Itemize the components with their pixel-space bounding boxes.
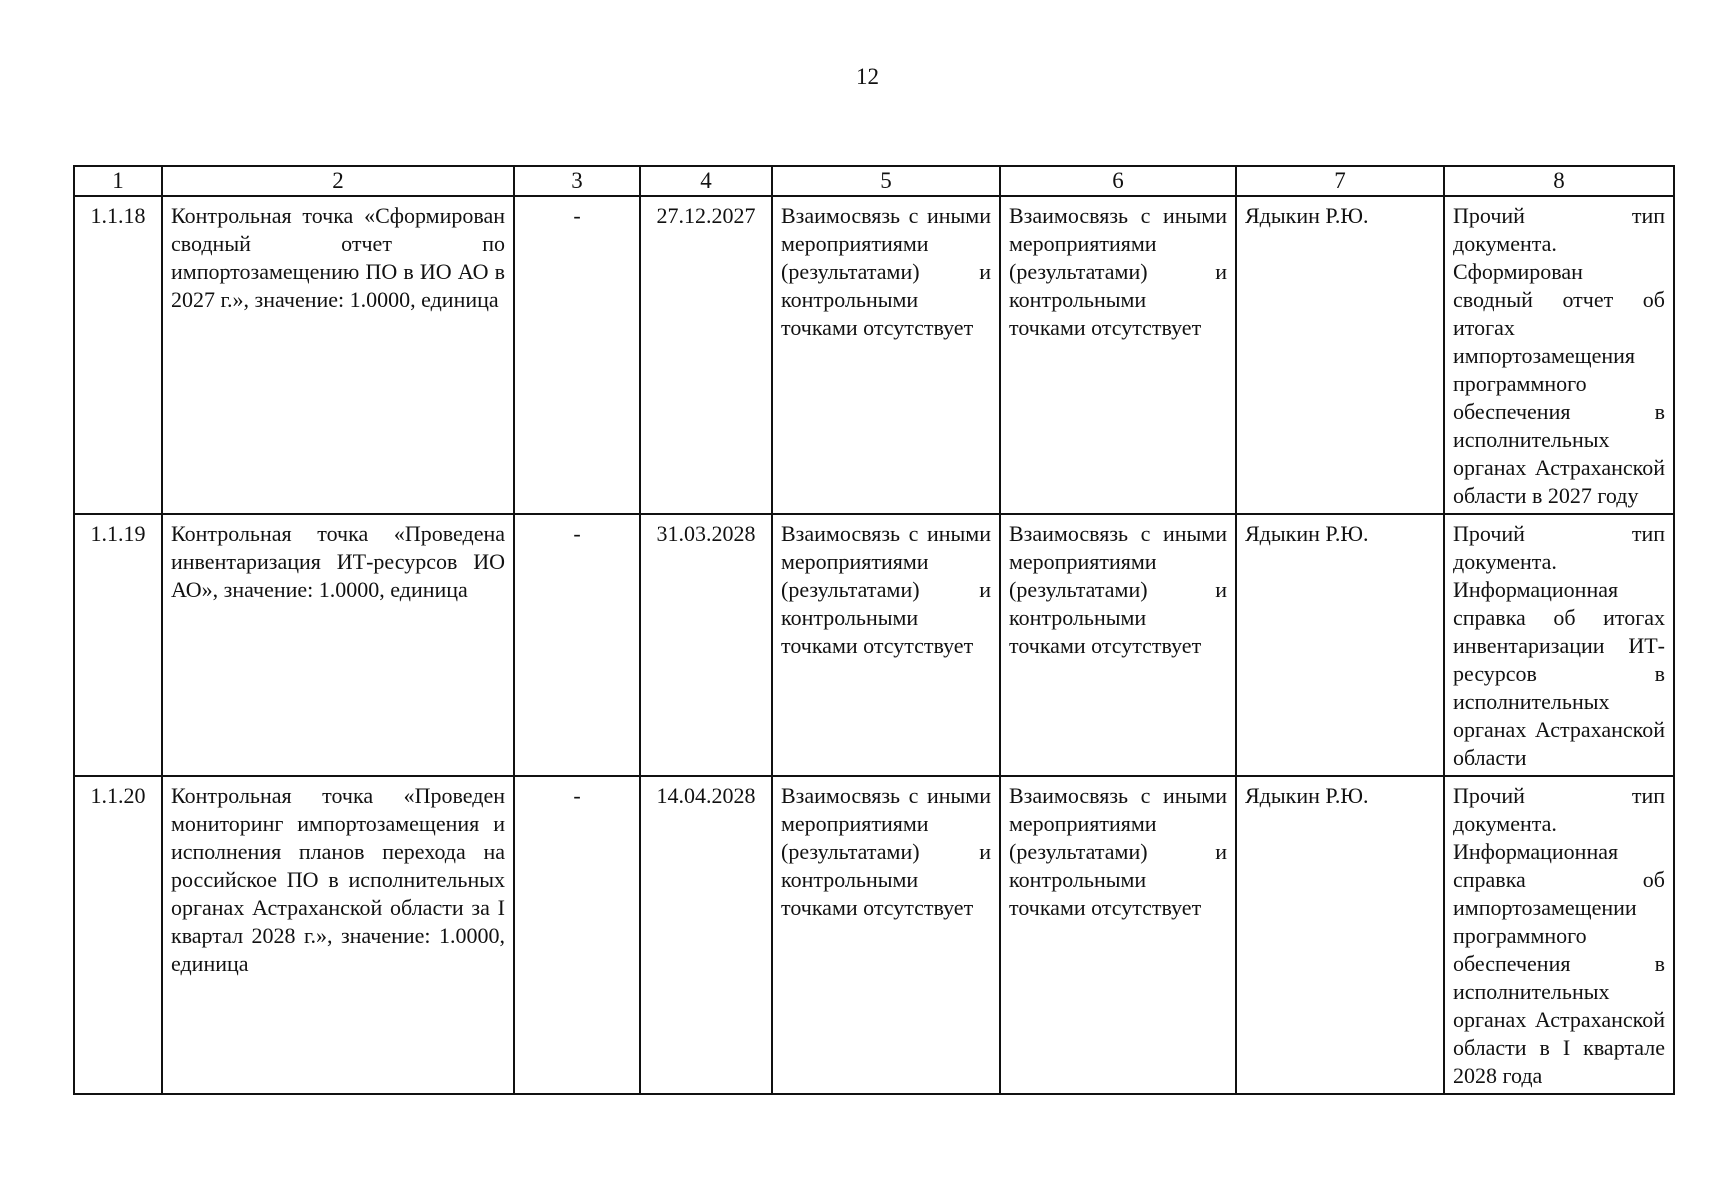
row-col3-cell: [514, 776, 640, 1094]
relations-text-6: Взаимосвязь с иными мероприятиями (результатами) и контрольными точками отсутствует: [1009, 783, 1227, 920]
row-number-cell: [74, 776, 162, 1094]
row-number: 1.1.18: [90, 203, 146, 228]
header-col-1: 1: [74, 166, 162, 196]
row-col3-cell: [514, 196, 640, 514]
relations-text-5: Взаимосвязь с иными мероприятиями (результатами) и контрольными точками отсутствует: [781, 203, 991, 340]
row-col5-cell: [772, 776, 1000, 1094]
row-number: 1.1.19: [90, 521, 146, 546]
relations-text-5: Взаимосвязь с иными мероприятиями (результатами) и контрольными точками отсутствует: [781, 521, 991, 658]
row-number-cell: [74, 196, 162, 514]
deadline-date: 27.12.2027: [656, 203, 756, 228]
header-row: [74, 166, 1674, 196]
table-row: [74, 196, 1674, 514]
relations-text-6: Взаимосвязь с иными мероприятиями (результатами) и контрольными точками отсутствует: [1009, 203, 1227, 340]
relations-text-5: Взаимосвязь с иными мероприятиями (результатами) и контрольными точками отсутствует: [781, 783, 991, 920]
table-row: [74, 776, 1674, 1094]
row-name-cell: [162, 514, 514, 776]
document-description: Прочий тип документа. Информационная справка об импортозамещении программного обеспечения в исполнительных органах Астраханской области в I квартале 2028 года: [1453, 783, 1665, 1088]
control-point-name: Контрольная точка «Проведен мониторинг импортозамещения и исполнения планов перехода на российское ПО в исполнительных органах Астраханской области за I квартал 2028 г.», значение: 1.0000, единица: [171, 783, 505, 976]
row-col3-cell: [514, 514, 640, 776]
responsible-person: Ядыкин Р.Ю.: [1245, 203, 1369, 228]
document-description: Прочий тип документа. Информационная справка об итогах инвентаризации ИТ-ресурсов в исполнительных органах Астраханской области: [1453, 521, 1665, 770]
row-col6-cell: [1000, 776, 1236, 1094]
header-col-8: 8: [1444, 166, 1674, 196]
control-point-name: Контрольная точка «Проведена инвентаризация ИТ-ресурсов ИО АО», значение: 1.0000, единица: [171, 521, 505, 602]
header-col-3: 3: [514, 166, 640, 196]
header-col-5: 5: [772, 166, 1000, 196]
row-date-cell: [640, 776, 772, 1094]
col3-value: -: [573, 521, 581, 546]
header-col-2: 2: [162, 166, 514, 196]
responsible-person: Ядыкин Р.Ю.: [1245, 521, 1369, 546]
header-col-7: 7: [1236, 166, 1444, 196]
table-row: [74, 514, 1674, 776]
responsible-person: Ядыкин Р.Ю.: [1245, 783, 1369, 808]
row-col5-cell: [772, 196, 1000, 514]
page-number: 12: [856, 64, 879, 89]
control-points-table: [73, 165, 1675, 1095]
col3-value: -: [573, 783, 581, 808]
row-col6-cell: [1000, 514, 1236, 776]
row-responsible-cell: [1236, 196, 1444, 514]
row-document-cell: [1444, 514, 1674, 776]
row-col5-cell: [772, 514, 1000, 776]
row-name-cell: [162, 776, 514, 1094]
col3-value: -: [573, 203, 581, 228]
row-responsible-cell: [1236, 514, 1444, 776]
relations-text-6: Взаимосвязь с иными мероприятиями (результатами) и контрольными точками отсутствует: [1009, 521, 1227, 658]
row-document-cell: [1444, 776, 1674, 1094]
deadline-date: 14.04.2028: [656, 783, 756, 808]
header-col-4: 4: [640, 166, 772, 196]
row-date-cell: [640, 196, 772, 514]
row-responsible-cell: [1236, 776, 1444, 1094]
deadline-date: 31.03.2028: [656, 521, 756, 546]
row-col6-cell: [1000, 196, 1236, 514]
row-number: 1.1.20: [90, 783, 146, 808]
control-point-name: Контрольная точка «Сформирован сводный отчет по импортозамещению ПО в ИО АО в 2027 г.», значение: 1.0000, единица: [171, 203, 505, 312]
row-name-cell: [162, 196, 514, 514]
row-document-cell: [1444, 196, 1674, 514]
document-description: Прочий тип документа. Сформирован сводный отчет об итогах импортозамещения программного обеспечения в исполнительных органах Астраханской области в 2027 году: [1453, 203, 1665, 508]
row-number-cell: [74, 514, 162, 776]
header-col-6: 6: [1000, 166, 1236, 196]
row-date-cell: [640, 514, 772, 776]
